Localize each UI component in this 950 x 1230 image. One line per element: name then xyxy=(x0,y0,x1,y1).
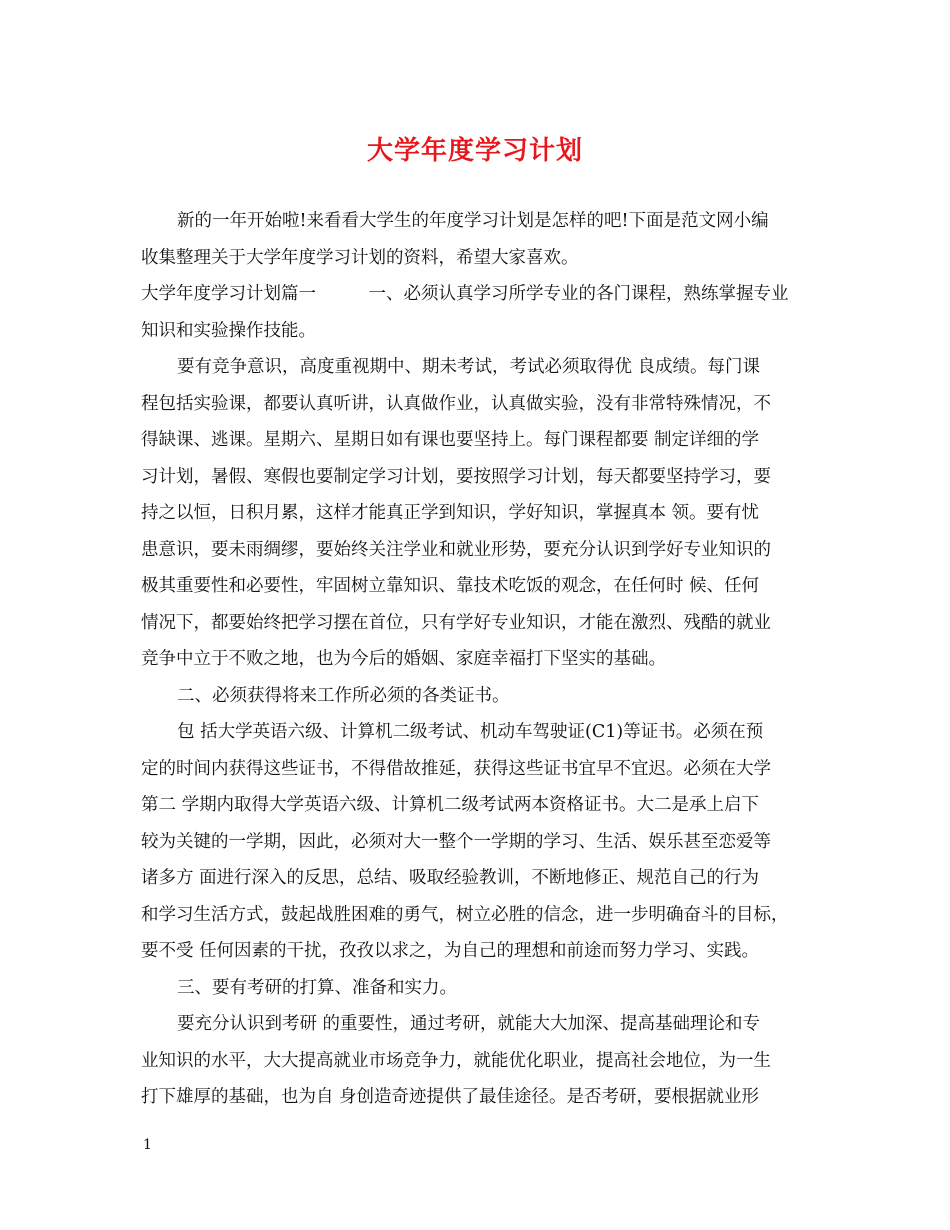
paragraph-line: 程包括实验课，都要认真听讲，认真做作业，认真做实验，没有非常特殊情况，不 xyxy=(141,393,771,414)
page-number: 1 xyxy=(143,1137,152,1153)
paragraph-line: 患意识，要未雨绸缪，要始终关注学业和就业形势，要充分认识到学好专业知识的 xyxy=(141,539,771,560)
paragraph-line: 要不受 任何因素的干扰，孜孜以求之，为自己的理想和前途而努力学习、实践。 xyxy=(141,941,760,961)
paragraph-line: 三、要有考研的打算、准备和实力。 xyxy=(177,977,457,998)
paragraph-line: 要充分认识到考研 的重要性，通过考研，就能大大加深、提高基础理论和专 xyxy=(177,1014,761,1034)
page-title: 大学年度学习计划 xyxy=(366,136,583,166)
paragraph-line: 二、必须获得将来工作所必须的各类证书。 xyxy=(177,685,510,706)
paragraph-line: 诸多方 面进行深入的反思，总结、吸取经验教训，不断地修正、规范自己的行为 xyxy=(141,868,760,888)
paragraph-line: 情况下，都要始终把学习摆在首位，只有学好专业知识，才能在激烈、残酷的就业 xyxy=(141,612,771,633)
paragraph-line: 第二 学期内取得大学英语六级、计算机二级考试两本资格证书。大二是承上启下 xyxy=(141,795,760,815)
paragraph-line: 新的一年开始啦!来看看大学生的年度学习计划是怎样的吧!下面是范文网小编 xyxy=(177,211,769,231)
paragraph-line: 习计划，暑假、寒假也要制定学习计划，要按照学习计划，每天都要坚持学习，要 xyxy=(141,466,771,487)
paragraph-line: 极其重要性和必要性，牢固树立靠知识、靠技术吃饭的观念，在任何时 候、任何 xyxy=(141,576,760,596)
paragraph-line: 业知识的水平，大大提高就业市场竞争力，就能优化职业，提高社会地位，为一生 xyxy=(141,1050,771,1071)
paragraph-line: 打下雄厚的基础，也为自 身创造奇迹提供了最佳途径。是否考研，要根据就业形 xyxy=(141,1087,760,1107)
paragraph-line: 包 括大学英语六级、计算机二级考试、机动车驾驶证(C1)等证书。必须在预 xyxy=(177,722,764,742)
paragraph-line: 定的时间内获得这些证书，不得借故推延，获得这些证书宜早不宜迟。必须在大学 xyxy=(141,758,771,779)
paragraph-line: 竞争中立于不败之地，也为今后的婚姻、家庭幸福打下坚实的基础。 xyxy=(141,649,666,669)
paragraph-line: 较为关键的一学期，因此，必须对大一整个一学期的学习、生活、娱乐甚至恋爱等 xyxy=(141,831,771,852)
paragraph-line: 知识和实验操作技能。 xyxy=(141,320,316,341)
paragraph-line: 和学习生活方式，鼓起战胜困难的勇气，树立必胜的信念，进一步明确奋斗的目标， xyxy=(141,904,789,925)
paragraph-line: 得缺课、逃课。星期六、星期日如有课也要坚持上。每门课程都要 制定详细的学 xyxy=(141,430,760,450)
paragraph-line: 收集整理关于大学年度学习计划的资料，希望大家喜欢。 xyxy=(141,247,579,268)
paragraph-line: 大学年度学习计划篇一 一、必须认真学习所学专业的各门课程，熟练掌握专业 xyxy=(141,284,789,304)
paragraph-line: 持之以恒，日积月累，这样才能真正学到知识，学好知识，掌握真本 领。要有忧 xyxy=(141,503,760,523)
paragraph-line: 要有竞争意识，高度重视期中、期未考试，考试必须取得优 良成绩。每门课 xyxy=(177,357,761,377)
